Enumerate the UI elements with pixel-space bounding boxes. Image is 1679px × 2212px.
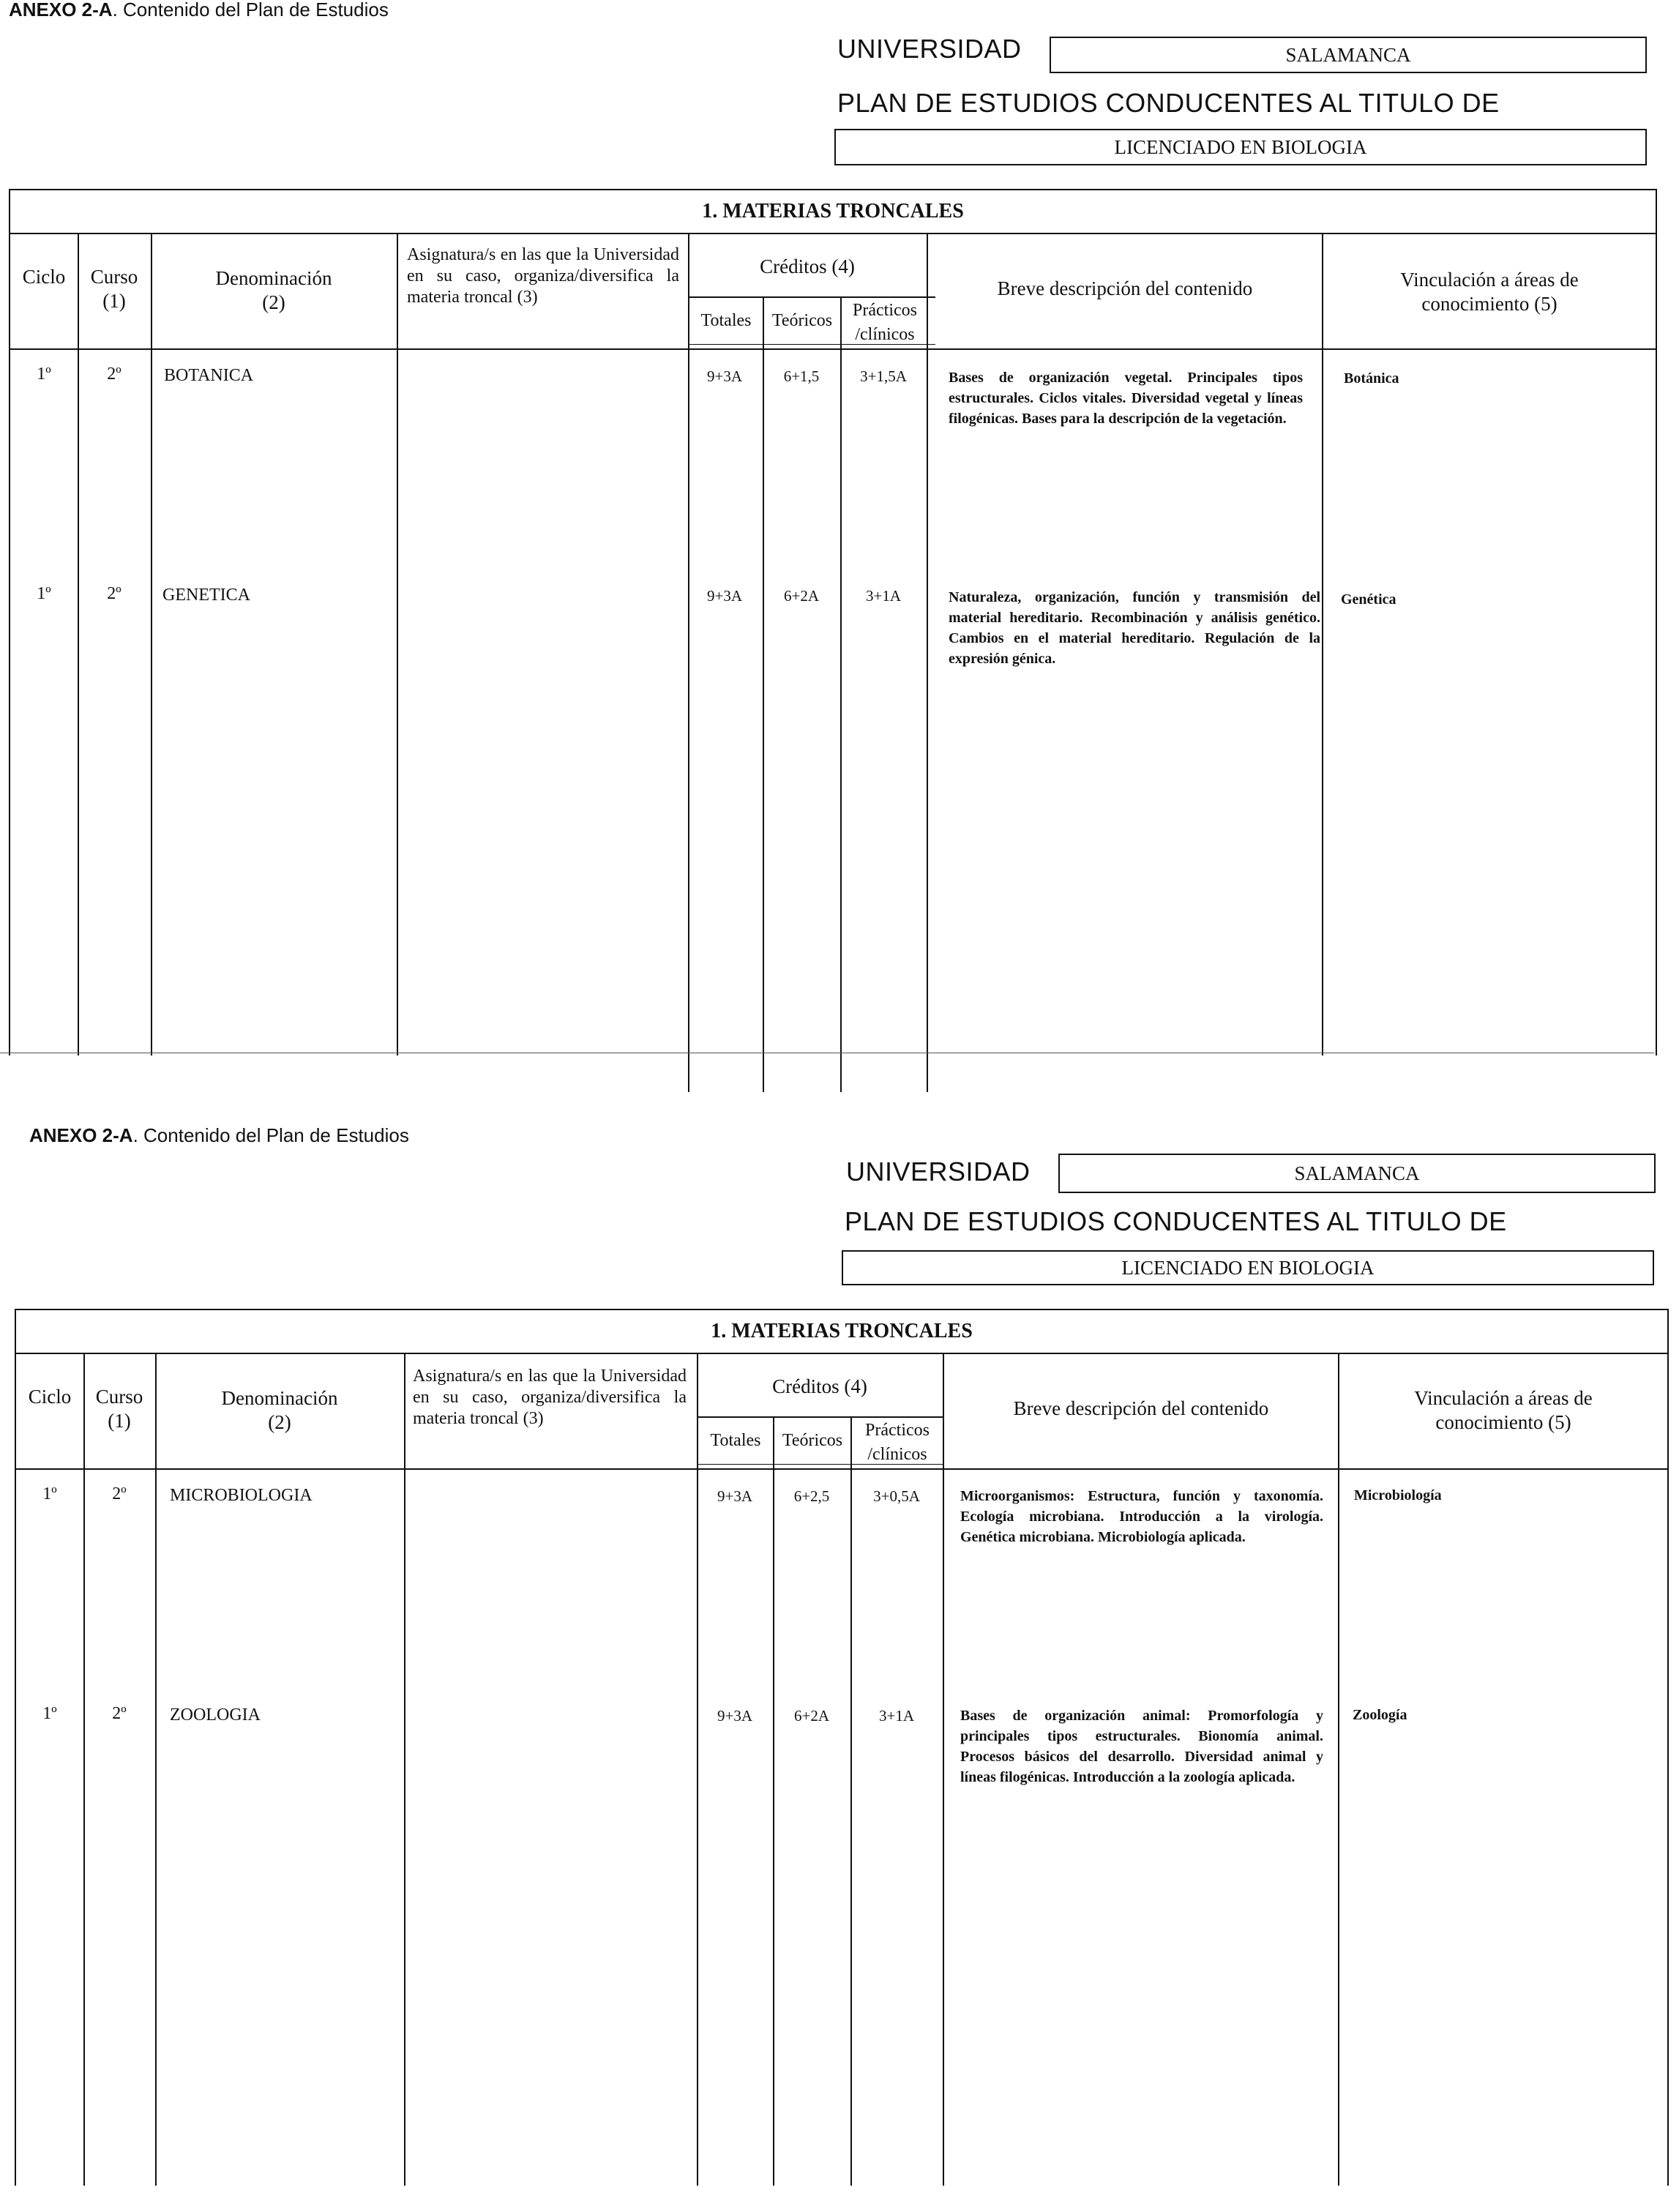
header-ciclo: Ciclo [28, 1386, 72, 1408]
anexo-heading: ANEXO 2-A. Contenido del Plan de Estudios [9, 0, 389, 20]
titulo-value: LICENCIADO EN BIOLOGIA [842, 1250, 1654, 1285]
row-descripcion: Microorganismos: Estructura, función y taxonomía. Ecología microbiana. Introducción a la virología. Genética microbiana. Microbiología aplicada. [960, 1488, 1323, 1545]
header-vinculacion: Vinculación a áreas de conocimiento (5) [1414, 1387, 1593, 1433]
row-practicos: 3+0,5A [873, 1487, 920, 1505]
row-denominacion: BOTANICA [164, 366, 254, 385]
header-curso: Curso (1) [95, 1386, 143, 1432]
header-ciclo: Ciclo [22, 266, 66, 288]
header-asignatura: Asignatura/s en las que la Universidad en su caso, organiza/diversifica la materia troncal (3) [407, 245, 679, 307]
titulo-value: LICENCIADO EN BIOLOGIA [834, 129, 1647, 165]
header-teoricos: Teóricos [771, 311, 833, 330]
row-practicos: 3+1,5A [860, 367, 907, 385]
universidad-label: UNIVERSIDAD [846, 1157, 1031, 1187]
row-practicos: 3+1A [865, 587, 901, 605]
row-curso: 2º [107, 365, 121, 384]
plan-label: PLAN DE ESTUDIOS CONDUCENTES AL TITULO DE [837, 88, 1500, 118]
row-totales: 9+3A [706, 367, 742, 385]
table-title: 1. MATERIAS TRONCALES [711, 1320, 973, 1342]
row-teoricos: 6+2A [783, 587, 819, 605]
row-area: Zoología [1353, 1707, 1407, 1723]
row-teoricos: 6+2A [793, 1707, 829, 1725]
universidad-value: SALAMANCA [1050, 37, 1647, 73]
universidad-label: UNIVERSIDAD [837, 34, 1022, 64]
header-creditos: Créditos (4) [772, 1375, 867, 1397]
plan-label: PLAN DE ESTUDIOS CONDUCENTES AL TITULO DE [845, 1206, 1507, 1236]
row-ciclo: 1º [37, 584, 51, 603]
header-vinculacion: Vinculación a áreas de conocimiento (5) [1400, 269, 1579, 315]
header-totales: Totales [710, 1431, 761, 1450]
row-practicos: 3+1A [878, 1707, 914, 1725]
header-descripcion: Breve descripción del contenido [1013, 1397, 1269, 1419]
anexo-heading: ANEXO 2-A. Contenido del Plan de Estudios [29, 1124, 409, 1146]
materias-table [15, 1309, 1669, 2186]
row-area: Botánica [1344, 370, 1399, 386]
header-creditos: Créditos (4) [760, 255, 855, 277]
row-area: Genética [1341, 591, 1396, 608]
row-curso: 2º [107, 584, 121, 603]
row-area: Microbiología [1354, 1487, 1442, 1503]
header-practicos: Prácticos /clínicos [865, 1421, 930, 1464]
row-ciclo: 1º [37, 365, 51, 384]
row-denominacion: ZOOLOGIA [170, 1705, 261, 1725]
header-descripcion: Breve descripción del contenido [997, 277, 1253, 299]
row-denominacion: MICROBIOLOGIA [170, 1486, 313, 1505]
row-totales: 9+3A [717, 1707, 752, 1725]
row-curso: 2º [112, 1484, 127, 1503]
header-practicos: Prácticos /clínicos [853, 301, 917, 344]
row-ciclo: 1º [42, 1484, 57, 1503]
table-title: 1. MATERIAS TRONCALES [702, 200, 964, 223]
row-teoricos: 6+1,5 [783, 367, 820, 385]
header-denominacion: Denominación (2) [215, 267, 332, 313]
page-1 [0, 0, 1679, 1091]
page-2 [0, 1121, 1679, 2212]
header-asignatura: Asignatura/s en las que la Universidad en su caso, organiza/diversifica la materia troncal (3) [413, 1367, 687, 1428]
row-descripcion: Naturaleza, organización, función y transmisión del material hereditario. Recombinación y análisis genético. Cambios en el material hereditario. Regulación de la expresión génica. [949, 589, 1320, 667]
materias-table [9, 189, 1657, 1055]
row-totales: 9+3A [717, 1487, 752, 1505]
universidad-value: SALAMANCA [1058, 1154, 1656, 1193]
header-totales: Totales [700, 311, 752, 330]
row-descripcion: Bases de organización vegetal. Principales tipos estructurales. Ciclos vitales. Diversidad vegetal y líneas filogénicas. Bases para la descripción de la vegetación. [949, 370, 1303, 427]
row-totales: 9+3A [706, 587, 742, 605]
row-curso: 2º [112, 1704, 127, 1723]
header-denominacion: Denominación (2) [221, 1387, 338, 1433]
row-ciclo: 1º [42, 1704, 57, 1723]
header-curso: Curso (1) [90, 266, 138, 312]
row-denominacion: GENETICA [162, 586, 250, 605]
row-teoricos: 6+2,5 [793, 1487, 830, 1505]
row-descripcion: Bases de organización animal: Promorfología y principales tipos estructurales. Bionomía animal. Procesos básicos del desarrollo. Diversidad animal y líneas filogénicas. Introducción a la zoología aplicada. [960, 1708, 1323, 1785]
header-teoricos: Teóricos [782, 1431, 843, 1450]
